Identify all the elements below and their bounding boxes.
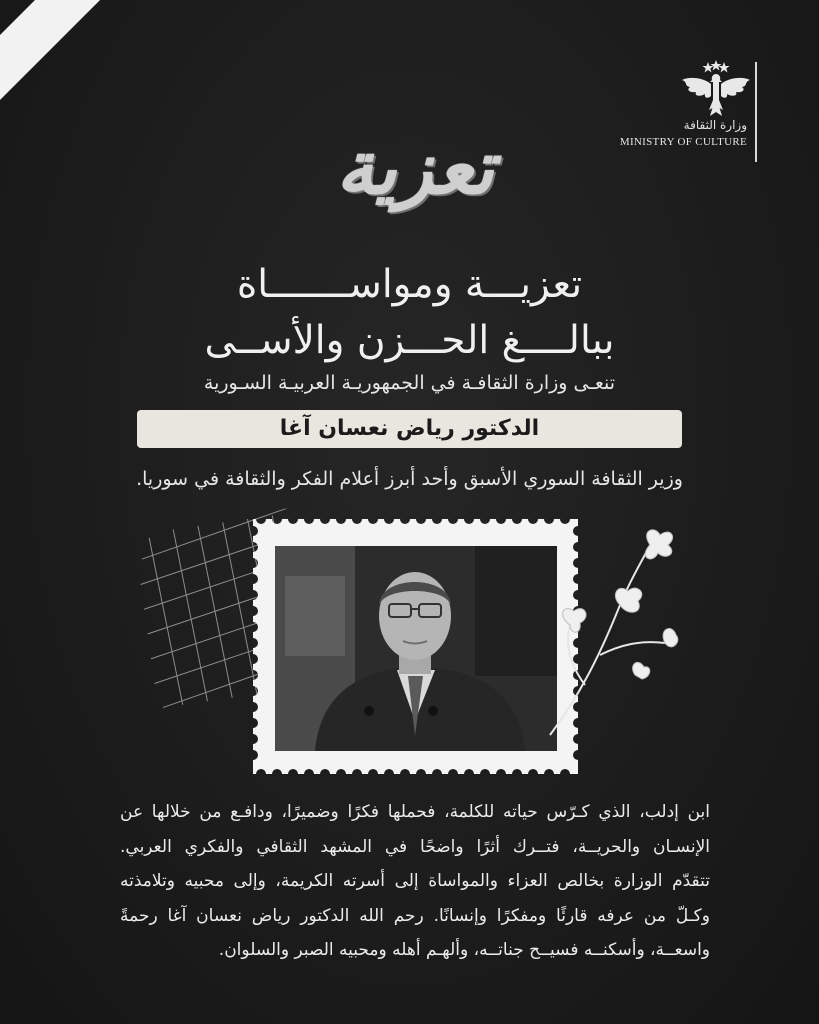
headline-line-1: تعزيـــة ومواســـــــاة: [236, 262, 583, 307]
mourning-ribbon: [0, 0, 270, 128]
intro-text: تنعـى وزارة الثقافـة في الجمهوريـة العربيـة السـورية: [203, 372, 616, 394]
deceased-name-banner: [137, 410, 682, 448]
portrait-photo: [275, 546, 557, 751]
eagle-emblem-icon: [680, 60, 752, 118]
body-line-4: وكـلّ من عرفه قارئًا ومفكرًا وإنسانًا. رحم الله الدكتور رياض نعسان آغا رحمةً: [120, 905, 710, 926]
body-text: [120, 795, 710, 968]
body-line-2: الإنسـان والحريــة، فتــرك أثرًا واضحًا في المشهد الثقافي والفكري العربي.: [120, 836, 710, 857]
body-line-3: تتقدّم الوزارة بخالص العزاء والمواساة إلى أسرته الكريمة، وإلى محبيه وتلامذته: [120, 871, 710, 891]
headline-line-2: ببالــــغ الحـــزن والأســى: [204, 318, 615, 363]
ministry-name-arabic: وزارة الثقافة: [683, 118, 747, 132]
calligraphy-title: تعزية: [336, 125, 494, 211]
subtitle-text: وزير الثقافة السوري الأسبق وأحد أبرز أعلام الفكر والثقافة في سوريا.: [136, 468, 683, 490]
body-line-1: ابن إدلب، الذي كـرّس حياته للكلمة، فحملها فكرًا وضميرًا، ودافـع من خلالها عن: [120, 802, 710, 822]
body-line-5: واسعــة، وأسكنــه فسيــح جناتــه، وألهـم أهله ومحبيه الصبر والسلوان.: [218, 940, 710, 960]
decorative-flower: [540, 525, 680, 740]
logo-divider: [755, 62, 757, 162]
deceased-name: الدكتور رياض نعسان آغا: [279, 416, 540, 441]
ministry-name-english: MINISTRY OF CULTURE: [619, 136, 747, 148]
